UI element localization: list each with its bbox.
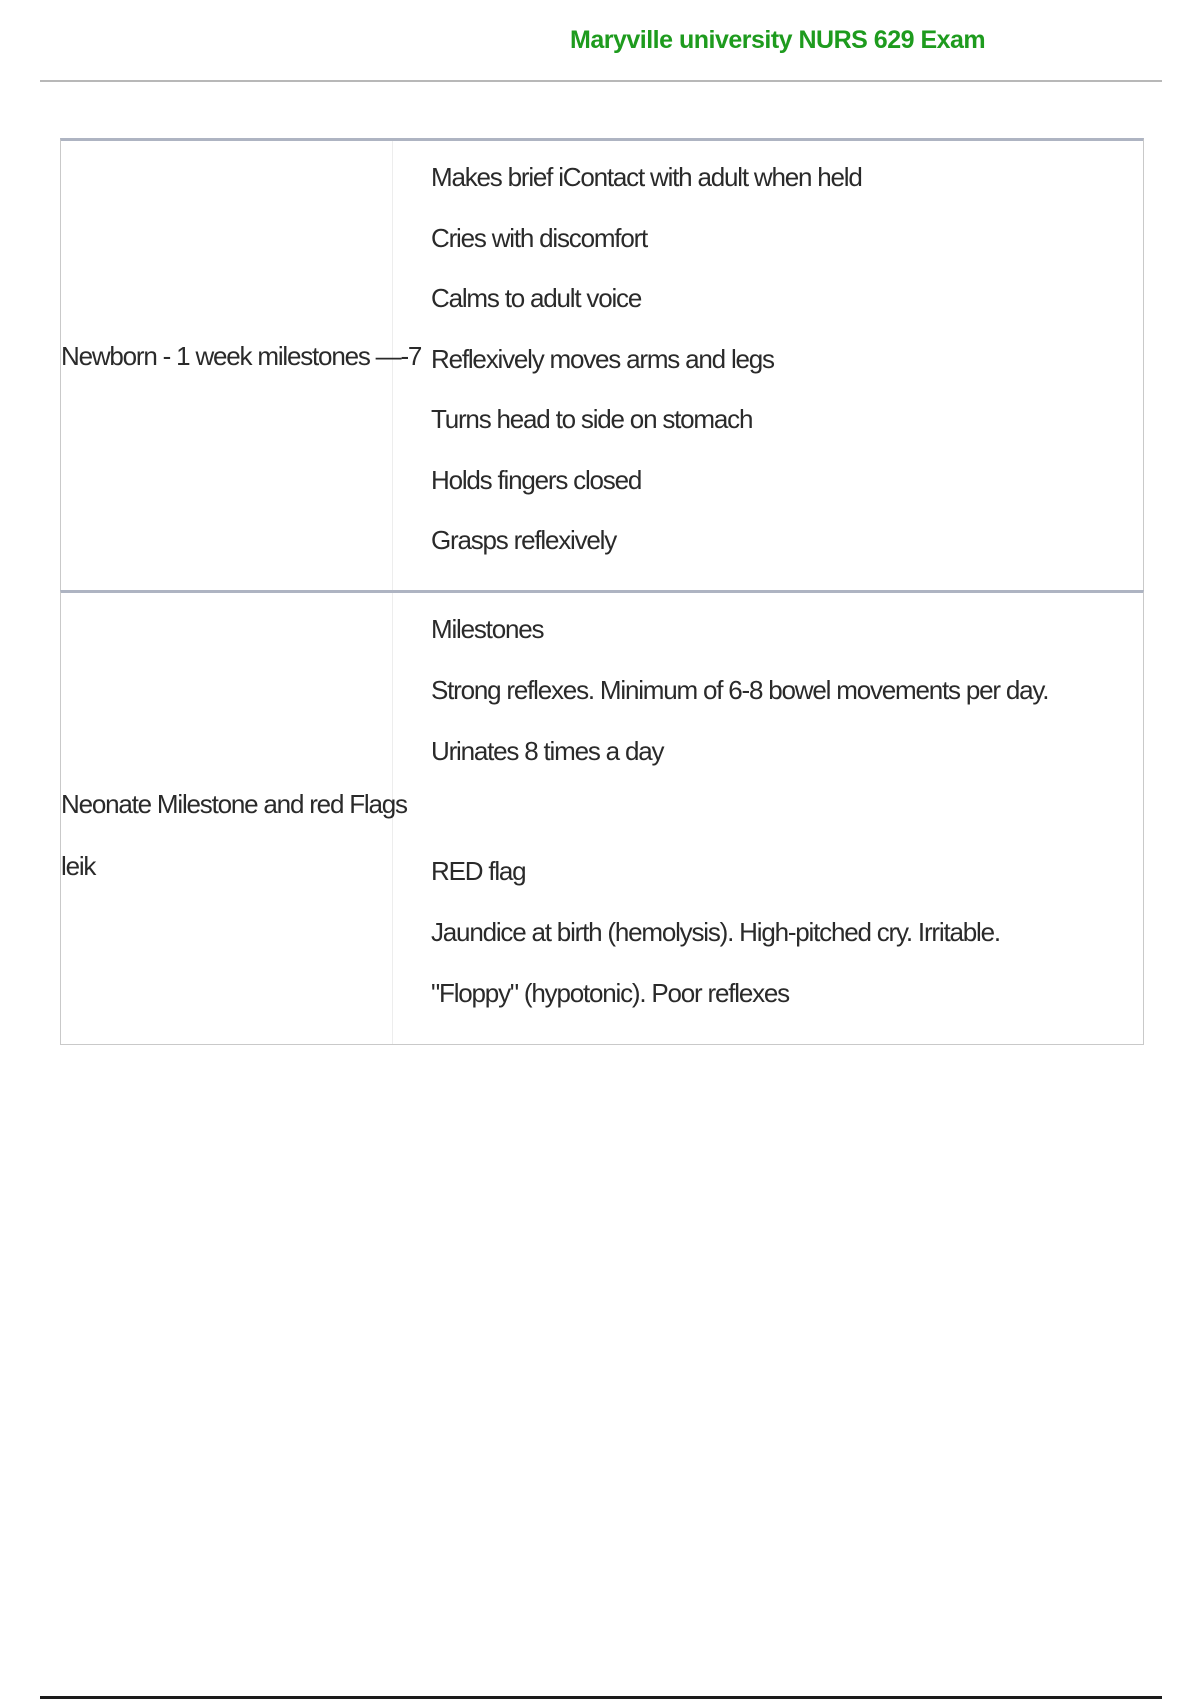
milestone-card-neonate <box>60 590 1144 1045</box>
red-flag-block <box>431 841 1071 1024</box>
list-item: Cries with discomfort <box>431 222 648 253</box>
row-title-newborn: Newborn - 1 week milestones —-7 <box>61 341 422 371</box>
page-title: Maryville university NURS 629 Exam <box>570 26 986 54</box>
page-header <box>0 0 1200 82</box>
row-label-cell <box>61 141 422 592</box>
red-flag-heading: RED flag <box>431 856 526 886</box>
list-item: Grasps reflexively <box>431 525 617 555</box>
milestones-heading: Milestones <box>431 614 544 644</box>
row-title-line: Neonate Milestone and red Flags <box>61 789 407 819</box>
header-divider <box>40 80 1162 82</box>
list-item: Turns head to side on stomach <box>431 404 753 434</box>
list-item: Makes brief iContact with adult when held <box>431 162 862 192</box>
milestone-list <box>431 147 862 571</box>
milestone-card-newborn <box>60 138 1144 593</box>
list-item: Holds fingers closed <box>431 464 642 495</box>
row-content-cell <box>431 593 1121 1044</box>
row-title-line: leik <box>61 851 96 881</box>
row-title-neonate <box>61 773 407 897</box>
red-flag-text: Jaundice at birth (hemolysis). High-pitched cry. Irritable. "Floppy" (hypotonic). Poor reflexes <box>431 917 1000 1008</box>
page-bottom-border <box>40 1696 1162 1699</box>
row-content-cell <box>431 141 1121 592</box>
list-item: Calms to adult voice <box>431 283 642 313</box>
list-item: Reflexively moves arms and legs <box>431 343 774 374</box>
row-label-cell <box>61 593 407 1044</box>
milestones-block <box>431 599 1071 782</box>
milestones-text: Strong reflexes. Minimum of 6-8 bowel movements per day. Urinates 8 times a day <box>431 675 1049 766</box>
